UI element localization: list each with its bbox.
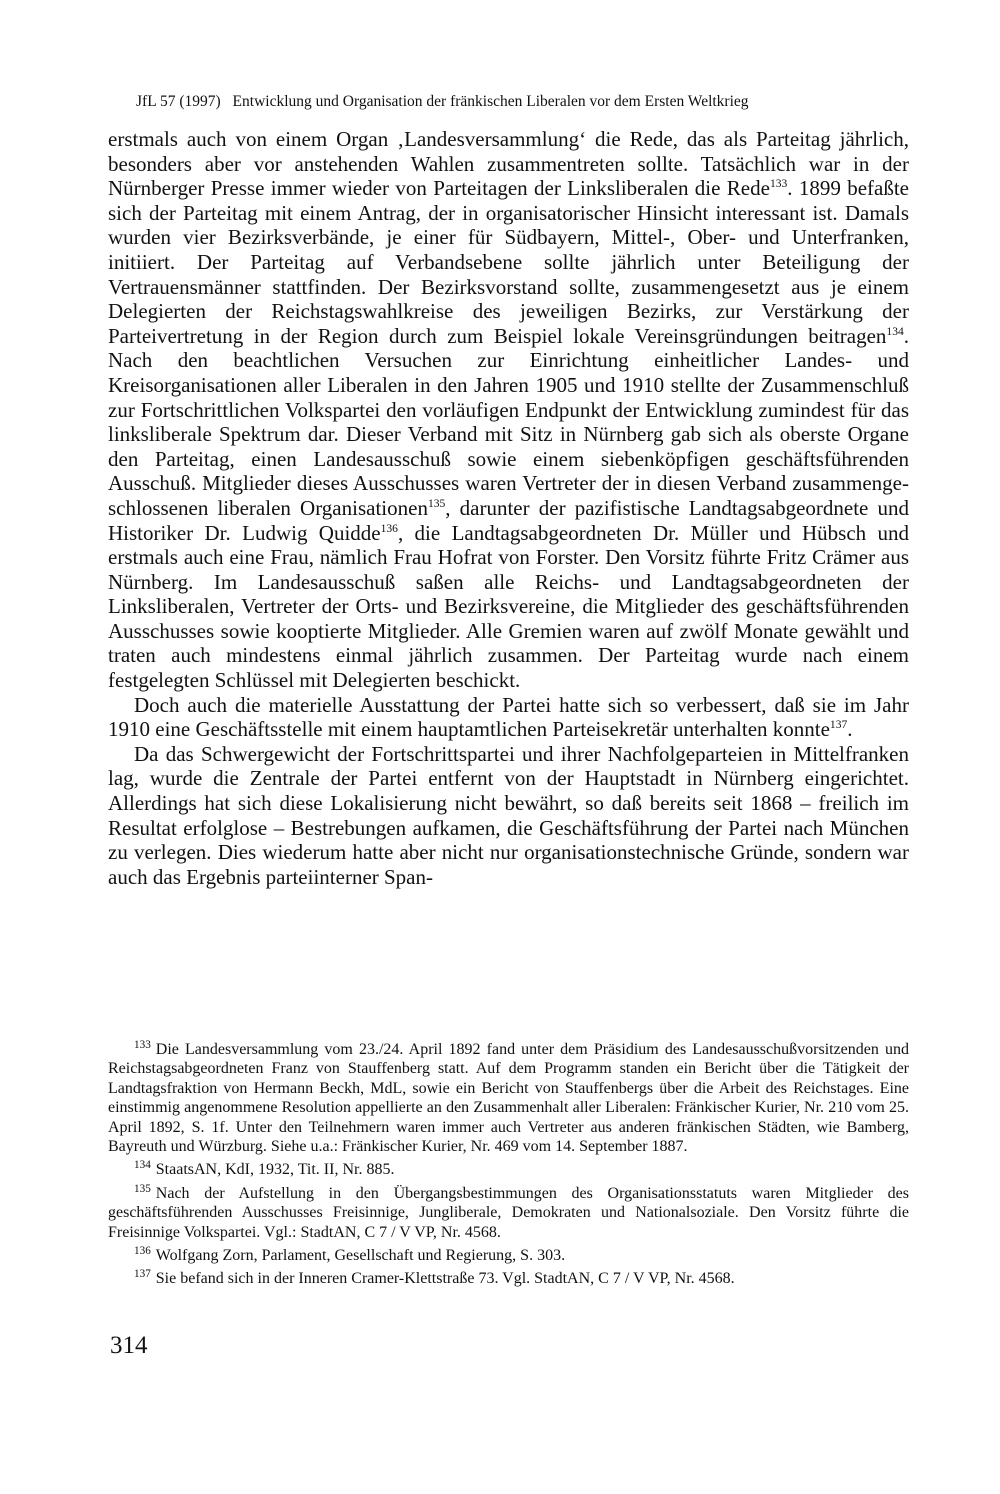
footnote-text: StaatsAN, KdI, 1932, Tit. II, Nr. 885.	[155, 1161, 395, 1179]
footnote-number: 137	[134, 1268, 151, 1281]
footnote	[108, 1160, 909, 1179]
footnote-text: Nach der Aufstellung in den Übergangsbestimmungen des Organisationsstatuts waren Mitglieder des geschäftsführenden Ausschusses Freisinnige, Jungliberale, Demokraten und Nationalsoziale. Den Vorsitz führte die Freisinnige Volkspartei. Vgl.: StadtAN, C 7 / V VP, Nr. 4568.	[108, 1184, 909, 1241]
footnote-number: 133	[134, 1038, 151, 1051]
text-run: Da das Schwergewicht der Fortschrittspartei und ihrer Nachfolgeparteien in Mittelfranken lag, wurde die Zentrale der Partei entfernt von der Hauptstadt in Nürnberg eingerichtet. Allerdings hat sich diese Lokalisierung nicht bewährt, so daß bereits seit 1868 – freilich im Resultat erfolglose – Bestrebungen aufkamen, die Geschäftsführung der Partei nach München zu verlegen. Dies wiederum hatte aber nicht nur organisationstechnische Gründe, sondern war auch das Ergebnis parteiinterner Span-	[108, 741, 909, 889]
text-run: Doch auch die materielle Ausstattung der Partei hatte sich so verbessert, daß sie im Jahr 1910 eine Geschäftsstelle mit einem hauptamtlichen Parteisekretär unterhalten konnte	[108, 692, 909, 742]
footnote-ref-133: 133	[769, 178, 788, 191]
journal-citation: JfL 57 (1997)	[136, 93, 221, 110]
footnote-text: Sie befand sich in der Inneren Cramer-Klettstraße 73. Vgl. StadtAN, C 7 / V VP, Nr. 4568.	[155, 1270, 735, 1288]
footnote-number: 134	[134, 1159, 151, 1172]
paragraph-3	[108, 742, 909, 890]
text-run: , die Landtagsabgeordneten Dr. Müller und Hübsch und erstmals auch eine Frau, nämlich Frau Hofrat von Forster. Den Vorsitz führte Fritz Crämer aus Nürnberg. Im Landesausschuß saßen alle Reichs- und Landtagsabgeordneten der Linksliberalen, Vertreter der Orts- und Bezirksvereine, die Mitglieder des geschäftsführenden Ausschusses sowie kooptierte Mitglieder. Alle Gremien waren auf zwölf Monate gewählt und traten auch mindestens einmal jährlich zusammen. Der Parteitag wurde nach einem festgelegten Schlüssel mit Delegierten beschickt.	[108, 520, 910, 693]
footnote-number: 135	[134, 1182, 151, 1195]
footnote	[108, 1246, 909, 1265]
text-run: , darunter der pazifistische Landtagsabgeordnete und Historiker Dr. Ludwig Quidde	[108, 495, 909, 545]
footnote	[108, 1269, 909, 1288]
footnote-text: Wolfgang Zorn, Parlament, Gesellschaft und Regierung, S. 303.	[155, 1247, 566, 1265]
footnote-ref-136: 136	[380, 522, 398, 535]
footnotes	[108, 1040, 909, 1293]
footnote-number: 136	[134, 1244, 151, 1257]
article-title: Entwicklung und Organisation der fränkischen Liberalen vor dem Ersten Weltkrieg	[232, 93, 749, 110]
footnote-text: Die Landesversammlung vom 23./24. April 1892 fand unter dem Präsidium des Landesausschußvorsitzenden und Reichstagsabgeordneten Franz von Stauffenberg statt. Auf dem Programm standen ein Bericht über die Tätigkeit der Landtagsfraktion von Hermann Beckh, MdL, sowie ein Bericht von Stauffenbergs über die Arbeit des Reichstages. Eine einstimmig angenommene Resolution appellierte an den Zusammenhalt aller Liberalen: Fränkischer Kurier, Nr. 210 vom 25. April 1892, S. 1f. Unter den Teilnehmern waren immer auch Vertreter aus anderen fränkischen Städten, wie Bamberg, Bayreuth und Würzburg. Siehe u.a.: Fränkischer Kurier, Nr. 469 vom 14. September 1887.	[108, 1041, 909, 1156]
page-number: 314	[110, 1332, 148, 1359]
text-run: . Nach den beachtlichen Versuchen zur Einrichtung einheitlicher Landes- und Kreisorganisationen aller Liberalen in den Jahren 1905 und 1910 stellte der Zusammenschluß zur Fortschrittlichen Volkspartei den vorläufigen Endpunkt der Entwicklung zumindest für das linksliberale Spektrum dar. Dieser Verband mit Sitz in Nürnberg gab sich als oberste Organe den Parteitag, einen Landesausschuß sowie einem siebenköpfigen geschäftsführenden Ausschuß. Mitglieder dieses Ausschusses waren Vertreter der in diesen Verband zusammengeschlossenen liberalen Organisationen	[108, 323, 909, 520]
text-run: erstmals auch von einem Organ ‚Landesversammlung‘ die Rede, das als Parteitag jährlich, besonders aber vor anstehenden Wahlen zusammentreten sollte. Tatsächlich war in der Nürnberger Presse immer wieder von Parteitagen der Linksliberalen die Rede	[108, 127, 909, 201]
running-header	[136, 93, 896, 111]
text-run: . 1899 befaßte sich der Parteitag mit einem Antrag, der in organisatorischer Hinsicht interessant ist. Damals wurden vier Bezirksverbände, je einer für Südbayern, Mittel-, Ober- und Unterfranken, initiiert. Der Parteitag auf Verbandsebene sollte jährlich unter Beteiligung der Vertrauensmänner stattfinden. Der Bezirksvorstand sollte, zusammengesetzt aus je einem Delegierten der Reichstagswahlkreise des jeweiligen Bezirks, zur Verstärkung der Parteivertretung in der Region durch zum Beispiel lokale Vereinsgründungen beitragen	[108, 176, 910, 348]
paragraph-1	[108, 127, 909, 693]
paragraph-2	[108, 693, 909, 742]
footnote-ref-135: 135	[427, 497, 446, 510]
footnote	[108, 1040, 909, 1156]
footnote	[108, 1184, 909, 1242]
footnote-ref-134: 134	[886, 325, 904, 338]
footnote-ref-137: 137	[829, 719, 848, 732]
text-run: .	[847, 717, 853, 742]
main-text	[108, 127, 909, 889]
